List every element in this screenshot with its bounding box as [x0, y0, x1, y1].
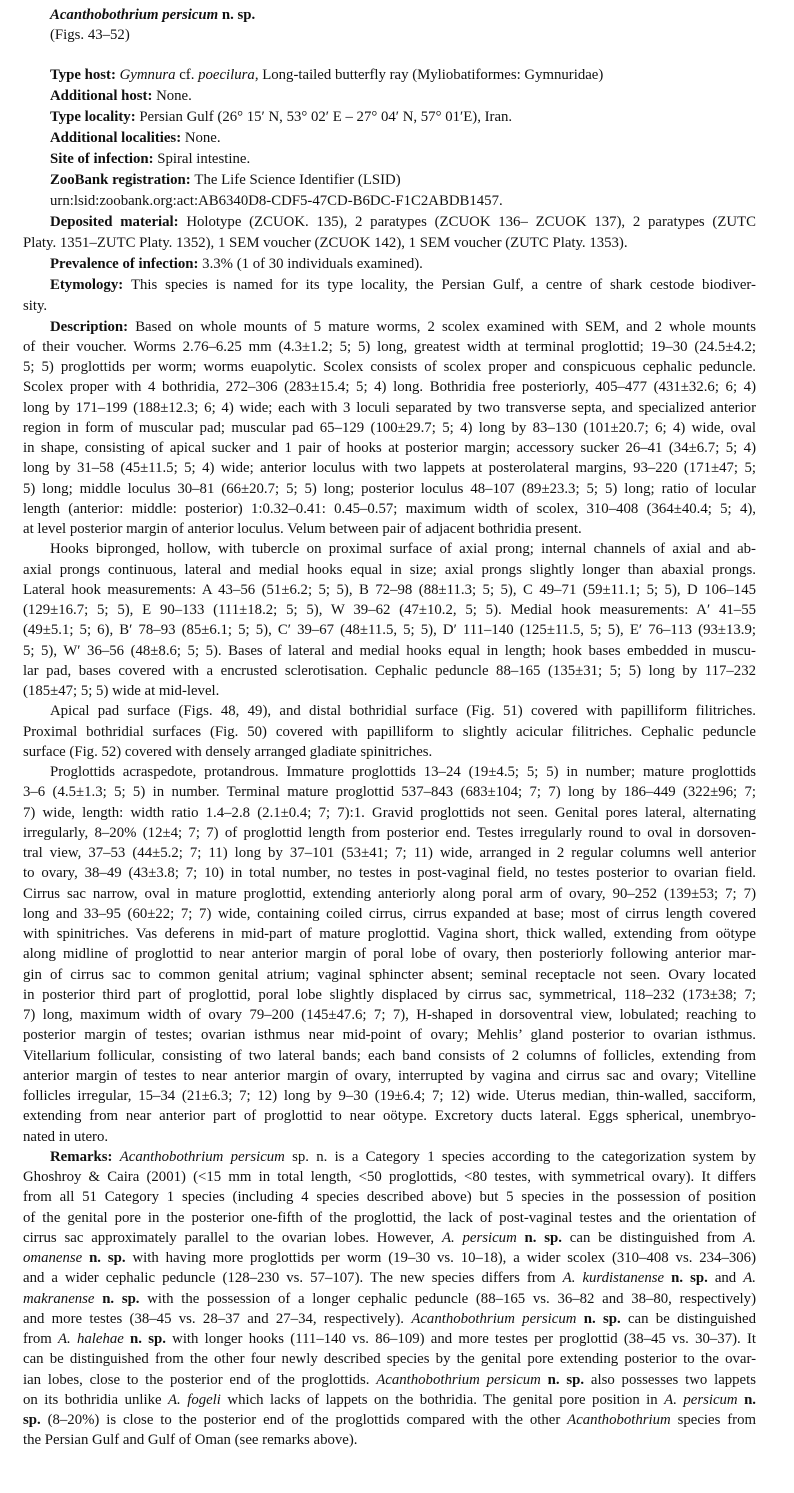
italic-text: A.: [743, 1270, 756, 1287]
type-host-paragraph: [23, 65, 756, 86]
text-line: [23, 1167, 756, 1187]
text-run: can be distinguished from: [562, 1229, 744, 1246]
text-run: This species is named for its type locality, the Persian Gulf, a centre of shark cestode biodiver-: [130, 276, 756, 293]
title-section: [23, 5, 756, 45]
zoobank-lsid-paragraph: [23, 191, 756, 212]
text-run: Proximal bothridial surfaces (Fig. 50) covered with papilliform to slightly acicular filitriches. Cephalic peduncle: [23, 723, 756, 740]
text-run: in posterior third part of proglottid, poral lobe slightly displaced by cirrus sac, symmetrical, 118–232 (173±38; 7;: [23, 986, 756, 1003]
text-run: from: [23, 1331, 58, 1347]
italic-text: Acanthobothrium persicum: [376, 1371, 541, 1388]
text-run: Cirrus sac narrow, oval in mature proglottid, extending anteriorly along poral arm of ovary, 90–252 (139±53; 7; 7): [23, 885, 756, 902]
site-of-infection-paragraph: [23, 149, 756, 170]
text-line: [23, 1025, 756, 1045]
italic-text: A. persicum: [664, 1391, 738, 1408]
additional-localities-paragraph: [23, 128, 756, 149]
bold-text: Type host:: [50, 66, 120, 83]
proglottids-paragraph: [23, 762, 756, 1147]
text-run: on its bothridia unlike: [23, 1391, 169, 1408]
text-run: of their voucher. Worms 2.76–6.25 mm (4.3±1.2; 5; 5) long, greatest width at terminal proglottid; 19–30 (24.5±4.2;: [23, 338, 756, 355]
text-line: [23, 1329, 756, 1349]
text-line: [23, 254, 756, 275]
text-run: with longer hooks (111–140 vs. 86–109) and more testes per proglottid (38–45 vs. 30–37). It: [165, 1331, 756, 1347]
italic-text: A. fogeli: [168, 1391, 221, 1408]
bold-text: Remarks:: [50, 1148, 120, 1165]
text-run: along midline of proglottid to near anterior margin of poral lobe of ovary, then posteriorly following anterior mar-: [23, 946, 756, 963]
text-run: cirrus sac approximately parallel to the ovarian lobes. However,: [23, 1229, 442, 1246]
deposited-material-paragraph: [23, 212, 756, 254]
text-run: gin of cirrus sac to common genital atrium; vaginal sphincter absent; seminal receptacle not seen. Ovary located: [23, 966, 756, 983]
bold-text: n. sp.: [576, 1310, 621, 1327]
text-line: [23, 1127, 756, 1147]
bold-text: sp.: [23, 1412, 41, 1428]
text-run: anterior margin of testes to near anterior margin of ovary, interrupted by vagina and cirrus sac and ovary; Vitelline: [23, 1067, 756, 1084]
text-line: [23, 149, 756, 170]
text-run: and: [707, 1270, 744, 1287]
text-line: [23, 519, 756, 539]
text-line: [23, 620, 756, 640]
italic-text: A. persicum: [441, 1229, 517, 1246]
text-run: which lacks of lappets on the bothridia. The genital pore position in: [220, 1391, 665, 1408]
text-run: Spiral intestine.: [157, 150, 251, 167]
bold-text: n. sp.: [540, 1371, 585, 1388]
text-line: [23, 1005, 756, 1025]
text-line: [23, 418, 756, 438]
bold-text: n.: [737, 1391, 756, 1408]
text-line: [23, 1228, 756, 1248]
text-line: [23, 823, 756, 843]
bold-text: Etymology:: [50, 276, 131, 293]
italic-text: A. kurdistanense: [562, 1270, 665, 1287]
text-line: [23, 985, 756, 1005]
text-run: 5; 5), W′ 36–56 (48±8.6; 5; 5). Bases of lateral and medial hooks equal in length; hook bases embedded in muscu-: [23, 642, 756, 659]
bold-text: n. sp.: [94, 1290, 140, 1307]
text-line: [23, 1248, 756, 1268]
text-run: sity.: [23, 297, 48, 314]
text-line: [23, 1066, 756, 1086]
text-run: and more testes (38–45 vs. 28–37 and 27–34, respectively).: [23, 1310, 412, 1327]
text-line: [23, 863, 756, 883]
text-run: Vitellarium follicular, consisting of two lateral bands; each band consists of 2 columns of follicles, extending from: [23, 1047, 756, 1064]
text-run: Scolex proper with 4 bothridia, 272–306 (283±15.4; 5; 4) long. Bothridia free posteriorly, 405–477 (431±32.6; 6; 4): [23, 379, 756, 396]
text-run: to ovary, 38–49 (43±3.8; 7; 10) in total number, no testes in post-vaginal field, no testes posterior to ovarian field.: [23, 865, 756, 882]
bold-text: n. sp.: [123, 1331, 166, 1347]
italic-text: Gymnura: [119, 66, 176, 83]
text-line: [23, 1390, 756, 1410]
text-run: 3.3% (1 of 30 individuals examined).: [202, 255, 423, 272]
bold-text: ZooBank registration:: [50, 171, 195, 188]
text-line: [23, 1410, 756, 1430]
text-line: [23, 924, 756, 944]
bold-text: Type locality:: [50, 108, 140, 125]
text-line: [23, 1289, 756, 1309]
text-line: [23, 1106, 756, 1126]
text-line: [23, 944, 756, 964]
text-line: [23, 377, 756, 397]
etymology-paragraph: [23, 275, 756, 317]
italic-text: Acanthobothrium persicum: [119, 1148, 285, 1165]
text-run: cf.: [175, 66, 199, 83]
text-line: [23, 212, 756, 233]
remarks-paragraph: [23, 1147, 756, 1451]
text-line: [23, 762, 756, 782]
text-line: [23, 337, 756, 357]
italic-text: Acanthobothrium persicum: [411, 1310, 577, 1327]
text-run: at level posterior margin of anterior loculus. Velum between pair of adjacent bothridia present.: [23, 521, 582, 537]
text-line: [23, 722, 756, 742]
text-run: None.: [156, 87, 192, 104]
text-run: with spinitriches. Vas deferens in mid-part of mature proglottid. Vagina short, thick walled, extending from oötype: [23, 926, 756, 942]
description-section: [23, 317, 756, 1451]
bold-text: Additional localities:: [50, 129, 185, 146]
italic-text: Acanthobothrium: [567, 1412, 671, 1428]
text-run: Apical pad surface (Figs. 48, 49), and distal bothridial surface (Fig. 51) covered with papilliform filitriches.: [50, 703, 756, 720]
text-line: [23, 1309, 756, 1329]
text-line: [23, 128, 756, 149]
text-run: can be distinguished: [620, 1310, 756, 1327]
text-run: long and 33–95 (60±22; 7; 7) wide, containing coiled cirrus, cirrus expanded at base; most of cirrus length covered: [23, 905, 756, 922]
text-run: 5; 5) proglottids per worm; worms euapolytic. Scolex consists of scolex proper and conspicuous cephalic peduncle.: [23, 359, 756, 375]
bold-text: Deposited material:: [50, 213, 187, 230]
text-line: [23, 965, 756, 985]
text-run: , Long-tailed butterfly ray (Myliobatiformes: Gymnuridae): [254, 66, 604, 83]
text-line: [23, 904, 756, 924]
text-line: [23, 661, 756, 681]
text-line: [23, 191, 756, 212]
bold-text: Description:: [50, 318, 136, 335]
text-run: Persian Gulf (26° 15′ N, 53° 02′ E – 27° 04′ N, 57° 01′E), Iran.: [139, 108, 513, 125]
text-line: [23, 65, 756, 86]
text-line: [23, 1268, 756, 1288]
text-run: The Life Science Identifier (LSID): [194, 171, 401, 188]
text-line: [23, 1430, 756, 1450]
text-line: [23, 438, 756, 458]
text-run: (Figs. 43–52): [50, 27, 130, 43]
text-run: 7) long, maximum width of ovary 79–200 (145±47.6; 7; 7), H-shaped in dorsoventral view, lobulated; reaching to: [23, 1007, 756, 1023]
text-run: and a wider cephalic peduncle (128–230 vs. 57–107). The new species differs from: [23, 1270, 563, 1287]
text-line: [23, 742, 756, 762]
text-run: the Persian Gulf and Gulf of Oman (see remarks above).: [23, 1432, 358, 1449]
text-run: 7) wide, length: width ratio 1.4–2.8 (2.1±0.4; 7; 7):1. Gravid proglottids not seen. Genital pores lateral, alternating: [23, 804, 756, 821]
text-run: ian lobes, close to the posterior end of the proglottids.: [23, 1371, 377, 1388]
text-run: lar pad, bases covered with a encrusted sclerotisation. Cephalic peduncle 88–165 (135±31; 5; 5) long by 117–232: [23, 662, 756, 679]
bold-text: n. sp.: [516, 1229, 562, 1246]
text-run: with having more proglottids per worm (19–30 vs. 10–18), a wider scolex (310–408 vs. 234–306): [125, 1250, 757, 1266]
text-run: long by 31–58 (45±11.5; 5; 4) wide; anterior loculus with two lappets at posterolateral margins, 93–220 (171±47; 5;: [23, 460, 756, 477]
text-run: from all 51 Category 1 species (including 4 species described above) but 5 species in the possession of position: [23, 1189, 756, 1206]
text-line: [23, 398, 756, 418]
text-run: extending from near anterior part of proglottid to near oötype. Excretory ducts lateral. Eggs spherical, unembryo-: [23, 1108, 756, 1125]
text-run: (8–20%) is close to the posterior end of the proglottids compared with the other: [40, 1412, 568, 1428]
text-run: 3–6 (4.5±1.3; 5; 5) in number. Terminal mature proglottid 537–843 (683±104; 7; 7) long by 186–449 (322±96; 7;: [23, 784, 756, 801]
italic-text: makranense: [23, 1290, 95, 1307]
text-line: [23, 1086, 756, 1106]
text-run: of the genital pore in the posterior one-fifth of the proglottid, the lack of post-vaginal testes and the orientation of: [23, 1209, 756, 1226]
text-line: [23, 25, 756, 45]
prevalence-paragraph: [23, 254, 756, 275]
text-run: in shape, consisting of apical sucker and 1 pair of hooks at posterior margin; accessory sucker 26–41 (34±6.7; 5; 4): [23, 440, 756, 456]
document-page: [23, 5, 756, 1451]
text-run: Hooks bipronged, hollow, with tubercle on proximal surface of axial prong; internal channels of axial and ab-: [50, 541, 756, 558]
text-run: (185±47; 5; 5) wide at mid-level.: [23, 683, 220, 699]
text-run: with the possession of a longer cephalic peduncle (88–165 vs. 36–82 and 38–80, respectively): [139, 1290, 756, 1307]
text-run: sp. n. is a Category 1 species according to the categorization system by: [284, 1148, 756, 1165]
text-line: [23, 233, 756, 254]
text-line: [23, 170, 756, 191]
text-line: [23, 681, 756, 701]
italic-text: A. halehae: [58, 1331, 124, 1347]
text-line: [23, 107, 756, 128]
text-line: [23, 1187, 756, 1207]
text-run: (49±5.1; 5; 6), B′ 78–93 (85±6.1; 5; 5), C′ 39–67 (48±11.5, 5; 5), D′ 111–140 (125±11.5, 5; 5), E′ 76–113 (93±13.9;: [23, 622, 756, 639]
text-line: [23, 499, 756, 519]
text-line: [23, 782, 756, 802]
text-line: [23, 317, 756, 337]
text-run: Proglottids acraspedote, protandrous. Immature proglottids 13–24 (19±4.5; 5; 5) in number; mature proglottids: [50, 764, 756, 780]
bold-text: Site of infection:: [50, 150, 158, 167]
text-line: [23, 1046, 756, 1066]
text-run: irregularly, 8–20% (12±4; 7; 7) of proglottid length from posterior end. Testes irregularly round to oval in dorsoven-: [23, 824, 756, 841]
species-title-paragraph: [23, 5, 756, 25]
text-line: [23, 701, 756, 721]
text-run: None.: [184, 129, 221, 146]
italic-text: A.: [743, 1229, 756, 1246]
bold-text: Prevalence of infection:: [50, 255, 203, 272]
text-line: [23, 296, 756, 317]
text-line: [23, 539, 756, 559]
hooks-paragraph: [23, 539, 756, 701]
bold-text: n. sp.: [82, 1250, 126, 1266]
type-locality-paragraph: [23, 107, 756, 128]
text-run: (129±16.7; 5; 5), E 90–133 (111±18.2; 5; 5), W 39–62 (47±10.2, 5; 5). Medial hook measurements: A′ 41–55: [23, 602, 756, 618]
italic-text: poecilura: [198, 66, 255, 83]
text-run: species from: [670, 1412, 757, 1428]
text-line: [23, 1349, 756, 1369]
description-paragraph: [23, 317, 756, 540]
text-line: [23, 600, 756, 620]
text-line: [23, 458, 756, 478]
text-line: [23, 580, 756, 600]
metadata-section: [23, 65, 756, 317]
text-run: surface (Fig. 52) covered with densely arranged gladiate spinitriches.: [23, 743, 433, 760]
text-line: [23, 1208, 756, 1228]
text-run: region in form of muscular pad; muscular pad 65–129 (100±29.7; 5; 4) long by 83–130 (101±20.7; 6; 4) wide, oval: [23, 419, 756, 436]
italic-text: omanense: [23, 1250, 83, 1266]
text-run: also possesses two lappets: [584, 1371, 756, 1388]
text-line: [23, 803, 756, 823]
text-run: length (anterior: middle: posterior) 1:0.32–0.41: 0.45–0.57; maximum width of scolex, 310–408 (364±40.4; 5; 4),: [23, 500, 756, 517]
text-run: urn:lsid:zoobank.org:act:AB6340D8-CDF5-47CD-B6DC-F1C2ABDB1457.: [50, 192, 503, 209]
text-line: [23, 1147, 756, 1167]
text-run: follicles irregular, 15–34 (21±6.3; 7; 12) long by 9–30 (19±6.4; 7; 12) wide. Uterus median, thin-walled, sacciform,: [23, 1088, 756, 1104]
text-line: [23, 560, 756, 580]
text-run: Based on whole mounts of 5 mature worms, 2 scolex examined with SEM, and 2 whole mounts: [135, 318, 756, 335]
text-run: Holotype (ZCUOK. 135), 2 paratypes (ZCUOK 136– ZCUOK 137), 2 paratypes (ZUTC: [186, 213, 756, 230]
figure-reference-paragraph: [23, 25, 756, 45]
zoobank-registration-paragraph: [23, 170, 756, 191]
bold-text: n. sp.: [664, 1270, 708, 1287]
surfaces-paragraph: [23, 701, 756, 762]
text-run: Ghoshroy & Caira (2001) (<15 mm in total length, <50 proglottids, <80 testes, with symmetrical ovary). It differs: [23, 1169, 756, 1185]
text-line: [23, 275, 756, 296]
text-run: nated in utero.: [23, 1128, 109, 1145]
text-line: [23, 1370, 756, 1390]
text-line: [23, 5, 756, 25]
text-line: [23, 479, 756, 499]
additional-host-paragraph: [23, 86, 756, 107]
bold-text: n. sp.: [218, 7, 256, 23]
text-line: [23, 357, 756, 377]
bold-text: Additional host:: [50, 87, 157, 104]
text-run: can be distinguished from the other four newly described species by the genital pore extending posterior to the ovar-: [23, 1351, 756, 1368]
text-line: [23, 641, 756, 661]
text-run: posterior margin of testes; ovarian isthmus near mid-point of ovary; Mehlis’ gland posterior to ovarian isthmus.: [23, 1027, 756, 1044]
text-run: tral view, 37–53 (44±5.2; 7; 11) long by 37–101 (53±41; 7; 11) wide, arranged in 2 regular columns well anterior: [23, 845, 756, 861]
text-line: [23, 843, 756, 863]
text-run: axial prongs continuous, lateral and medial hooks equal in size; axial prongs slightly longer than abaxial prongs.: [23, 561, 756, 578]
text-run: 5) long; middle loculus 30–81 (66±20.7; 5; 5) long; posterior loculus 48–107 (89±23.3; 5; 5) long; ratio of locular: [23, 480, 756, 497]
text-run: Lateral hook measurements: A 43–56 (51±6.2; 5; 5), B 72–98 (88±11.3; 5; 5), C 49–71 (59±11.1; 5; 5), D 106–145: [23, 581, 756, 598]
bold-text: Acanthobothrium persicum: [50, 7, 219, 23]
text-run: long by 171–199 (188±12.3; 6; 4) wide; each with 3 loculi separated by two transverse septa, and specialized anterior: [23, 399, 756, 416]
text-line: [23, 86, 756, 107]
text-line: [23, 884, 756, 904]
text-run: Platy. 1351–ZUTC Platy. 1352), 1 SEM voucher (ZCUOK 142), 1 SEM voucher (ZUTC Platy. 1353).: [23, 234, 628, 251]
